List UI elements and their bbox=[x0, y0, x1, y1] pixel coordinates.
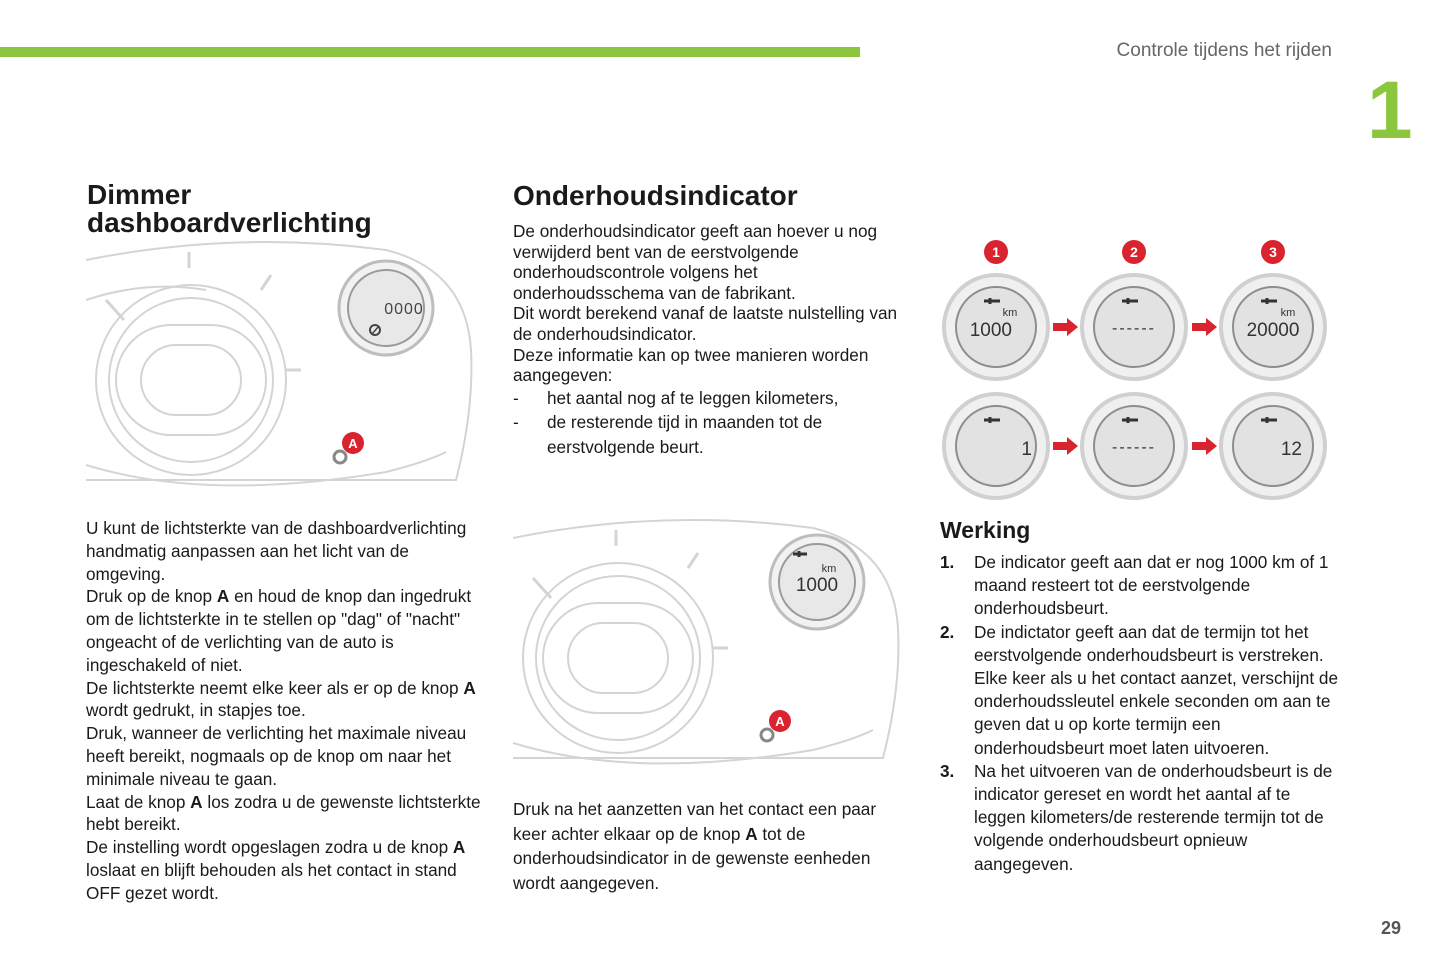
arrow-right-icon bbox=[1192, 318, 1217, 336]
dimmer-button-label: A bbox=[348, 436, 358, 451]
dimmer-paragraph: U kunt de lichtsterkte van de dashboardverlichting handmatig aanpassen aan het licht van de omgeving. bbox=[86, 518, 467, 584]
service-dial-sequence bbox=[940, 238, 1335, 500]
section-title: Controle tijdens het rijden bbox=[1116, 40, 1332, 61]
onderhoud-bottom-text: Druk na het aanzetten van het contact een paar keer achter elkaar op de knop A tot de onderhoudsindicator in de gewenste eenheden wordt aangegeven. bbox=[513, 799, 877, 893]
dimmer-paragraph: De instelling wordt opgeslagen zodra u de knop A loslaat en blijft behouden als het contact in stand OFF gezet wordt. bbox=[86, 837, 466, 903]
dimmer-paragraph: De lichtsterkte neemt elke keer als er op de knop A wordt gedrukt, in stapjes toe. bbox=[86, 677, 476, 721]
page-number: 29 bbox=[1381, 918, 1402, 938]
onderhoud-display-unit: km bbox=[821, 563, 837, 575]
chapter-number: 1 bbox=[1367, 65, 1413, 156]
werking-item bbox=[940, 551, 1340, 621]
werking-item-text: De indictator geeft aan dat de termijn tot het eerstvolgende onderhoudsbeurt is verstreken. bbox=[974, 621, 1324, 665]
dial-value: 1 bbox=[1021, 439, 1032, 460]
werking-item-extra: Elke keer als u het contact aanzet, verschijnt de onderhoudssleutel enkele seconden om aan te geven dat u op korte termijn een onderhoudsbeurt moet laten uitvoeren. bbox=[974, 668, 1339, 758]
werking-list bbox=[940, 551, 1340, 876]
dial-unit: km bbox=[1002, 307, 1018, 319]
dial-time-3 bbox=[1221, 394, 1325, 498]
dimmer-paragraph: Druk, wanneer de verlichting het maximale niveau heeft bereikt, nogmaals op de knop om naar het minimale niveau te gaan. bbox=[86, 723, 467, 789]
list-item-text: het aantal nog af te leggen kilometers, bbox=[547, 387, 839, 408]
dimmer-text bbox=[86, 517, 486, 905]
dimmer-heading bbox=[87, 181, 467, 237]
dial-value: ------ bbox=[1112, 439, 1156, 456]
arrow-right-icon bbox=[1053, 318, 1078, 336]
werking-heading: Werking bbox=[940, 517, 1031, 543]
dial-km-1 bbox=[944, 275, 1048, 379]
dimmer-paragraph: Laat de knop A los zodra u de gewenste lichtsterkte hebt bereikt. bbox=[86, 791, 481, 835]
list-marker: - bbox=[513, 387, 519, 408]
dial-time-1 bbox=[944, 394, 1048, 498]
werking-item-number: 2. bbox=[940, 621, 955, 642]
step-number: 2 bbox=[1130, 244, 1138, 260]
onderhoud-paragraph: Dit wordt berekend vanaf de laatste nulstelling van de onderhoudsindicator. bbox=[513, 303, 898, 344]
onderhoud-heading: Onderhoudsindicator bbox=[513, 180, 798, 211]
dial-value: 20000 bbox=[1246, 320, 1300, 341]
arrow-right-icon bbox=[1192, 437, 1217, 455]
onderhoud-paragraph: Deze informatie kan op twee manieren worden aangegeven: bbox=[513, 344, 869, 386]
onderhoud-button-label: A bbox=[775, 714, 785, 729]
dimmer-dashboard-illustration bbox=[86, 240, 476, 502]
header-accent-bar bbox=[0, 47, 860, 57]
list-item-text: de resterende tijd in maanden tot de eerstvolgende beurt. bbox=[547, 412, 823, 457]
werking-item-number: 1. bbox=[940, 552, 955, 572]
dimmer-heading-line1: Dimmer bbox=[87, 179, 192, 210]
werking-item-text: De indicator geeft aan dat er nog 1000 km of 1 maand resteert tot de eerstvolgende onderhoudsbeurt. bbox=[974, 552, 1329, 619]
list-marker: - bbox=[513, 412, 519, 433]
dial-time-2 bbox=[1082, 394, 1186, 498]
dial-value: 12 bbox=[1280, 439, 1302, 460]
list-item bbox=[513, 410, 908, 459]
werking-item-number: 3. bbox=[940, 760, 955, 781]
werking-item bbox=[940, 760, 1340, 876]
dimmer-button-a bbox=[334, 432, 364, 463]
step-number: 1 bbox=[992, 244, 1000, 260]
werking-item bbox=[940, 621, 1340, 760]
dimmer-paragraph: Druk op de knop A en houd de knop dan ingedrukt om de lichtsterkte in te stellen op "dag" of "nacht" ongeacht of de verlichting van de auto is ingeschakeld of niet. bbox=[86, 586, 472, 675]
step-number: 3 bbox=[1269, 244, 1277, 260]
onderhoud-button-a bbox=[761, 710, 791, 741]
onderhoud-display-dial bbox=[770, 535, 864, 629]
onderhoud-dashboard-illustration bbox=[513, 518, 903, 780]
onderhoud-display-value: 1000 bbox=[795, 575, 839, 596]
list-item bbox=[513, 386, 908, 411]
dial-km-3 bbox=[1221, 275, 1325, 379]
step-badge bbox=[1261, 240, 1285, 264]
dial-value: 1000 bbox=[969, 320, 1012, 341]
werking-item-text: Na het uitvoeren van de onderhoudsbeurt is de indicator gereset en wordt het aantal af te leggen kilometers/de resterende termijn tot de volgende onderhoudsbeurt opnieuw aangegeven. bbox=[974, 760, 1333, 874]
step-badge bbox=[1122, 240, 1146, 264]
arrow-right-icon bbox=[1053, 437, 1078, 455]
step-badge bbox=[984, 240, 1008, 264]
dimmer-display-value: 0000 bbox=[384, 301, 424, 318]
dial-unit: km bbox=[1280, 307, 1296, 319]
onderhoud-paragraph: De onderhoudsindicator geeft aan hoever u nog verwijderd bent van de eerstvolgende onderhoudscontrole volgens het onderhoudsschema van de fabrikant. bbox=[513, 221, 878, 303]
dial-km-2 bbox=[1082, 275, 1186, 379]
onderhoud-intro bbox=[513, 221, 908, 459]
dimmer-heading-line2: dashboardverlichting bbox=[87, 207, 372, 238]
dial-value: ------ bbox=[1112, 320, 1156, 337]
dimmer-display-dial bbox=[339, 261, 433, 355]
